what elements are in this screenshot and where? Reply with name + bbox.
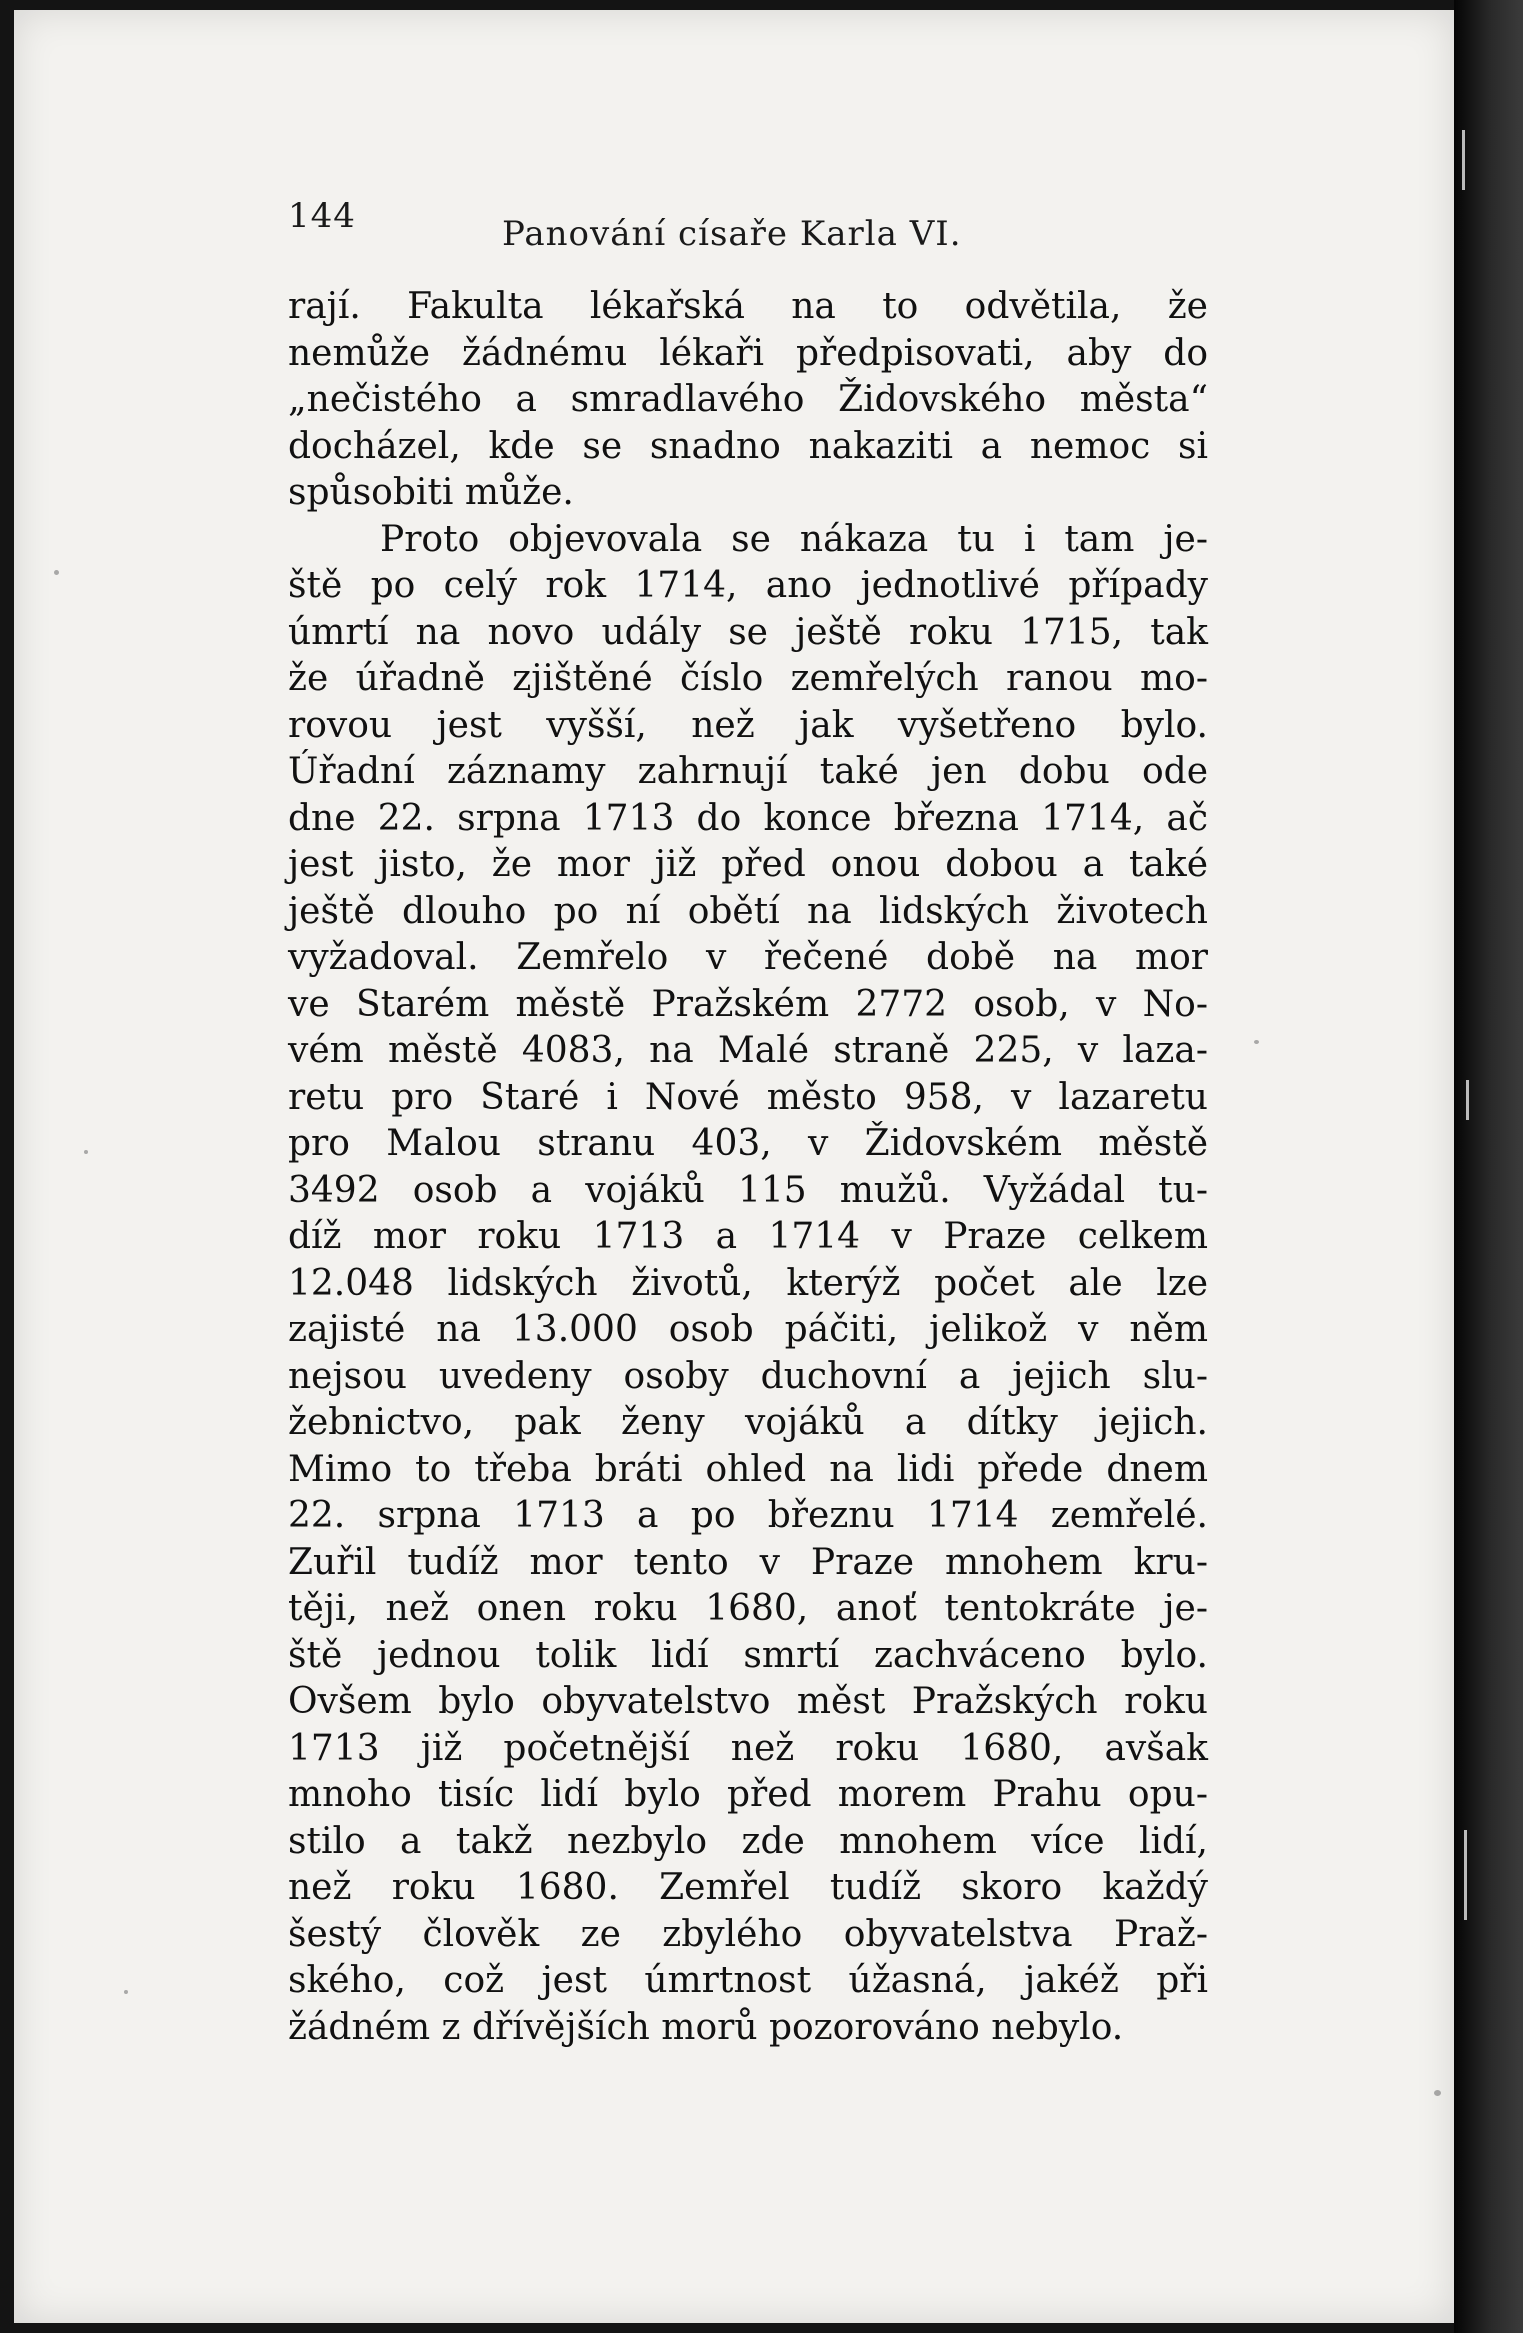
- text-line: rovou jest vyšší, než jak vyšetřeno bylo.: [288, 704, 1208, 746]
- text-line: vém městě 4083, na Malé straně 225, v laza-: [288, 1030, 1208, 1071]
- text-line: mnoho tisíc lidí bylo před morem Prahu opu-: [288, 1774, 1208, 1815]
- text-line: pro Malou stranu 403, v Židovském městě: [288, 1123, 1208, 1164]
- spine-mark: [1462, 130, 1465, 190]
- text-line: nemůže žádnému lékaři předpisovati, aby do: [288, 332, 1208, 374]
- text-line: dne 22. srpna 1713 do konce března 1714, ač: [288, 797, 1208, 839]
- text-line: 1713 již početnější než roku 1680, avšak: [288, 1727, 1208, 1769]
- text-line: ště jednou tolik lidí smrtí zachváceno bylo.: [288, 1634, 1208, 1676]
- text-line: ve Starém městě Pražském 2772 osob, v No-: [288, 983, 1208, 1025]
- text-line: díž mor roku 1713 a 1714 v Praze celkem: [288, 1216, 1208, 1257]
- dust-speck: [84, 1150, 88, 1154]
- text-line: že úřadně zjištěné číslo zemřelých ranou mo-: [288, 658, 1208, 699]
- text-line: „nečistého a smradlavého Židovského města“: [288, 379, 1208, 420]
- text-line: jest jisto, že mor již před onou dobou a také: [288, 844, 1208, 885]
- text-line: 12.048 lidských životů, kterýž počet ale lze: [288, 1262, 1208, 1304]
- text-line: ještě dlouho po ní obětí na lidských životech: [288, 890, 1208, 932]
- text-line: zajisté na 13.000 osob páčiti, jelikož v něm: [288, 1309, 1208, 1350]
- text-line: 22. srpna 1713 a po březnu 1714 zemřelé.: [288, 1495, 1208, 1536]
- text-line: vyžadoval. Zemřelo v řečené době na mor: [288, 937, 1208, 978]
- text-line: Zuřil tudíž mor tento v Praze mnohem kru-: [288, 1541, 1208, 1583]
- text-line: 3492 osob a vojáků 115 mužů. Vyžádal tu-: [288, 1169, 1208, 1211]
- dust-speck: [1254, 1040, 1259, 1044]
- text-line: žebnictvo, pak ženy vojáků a dítky jejich.: [288, 1402, 1208, 1443]
- text-line: retu pro Staré i Nové město 958, v lazaretu: [288, 1076, 1208, 1118]
- text-line: ště po celý rok 1714, ano jednotlivé případy: [288, 565, 1208, 606]
- text-line: ského, což jest úmrtnost úžasná, jakéž při: [288, 1960, 1208, 2001]
- text-line: spůsobiti může.: [288, 472, 574, 513]
- text-line: nejsou uvedeny osoby duchovní a jejich slu-: [288, 1355, 1208, 1397]
- text-line: rají. Fakulta lékařská na to odvětila, že: [288, 286, 1208, 327]
- spine-mark: [1466, 1080, 1469, 1120]
- text-line: Úřadní záznamy zahrnují také jen dobu ode: [288, 751, 1208, 792]
- text-line: Mimo to třeba bráti ohled na lidi přede dnem: [288, 1448, 1208, 1490]
- text-line: Proto objevovala se nákaza tu i tam je-: [380, 518, 1208, 560]
- text-line: Ovšem bylo obyvatelstvo měst Pražských roku: [288, 1681, 1208, 1722]
- dust-speck: [124, 1990, 128, 1994]
- page-body-text: [288, 284, 1208, 2051]
- text-line: docházel, kde se snadno nakaziti a nemoc si: [288, 425, 1208, 467]
- text-line: stilo a takž nezbylo zde mnohem více lidí,: [288, 1820, 1208, 1862]
- text-line: žádném z dřívějších morů pozorováno nebylo.: [288, 2006, 1124, 2048]
- book-spine-shadow: [1454, 0, 1523, 2333]
- dust-speck: [1434, 2090, 1441, 2096]
- text-line: než roku 1680. Zemřel tudíž skoro každý: [288, 1867, 1208, 1908]
- text-line: šestý člověk ze zbylého obyvatelstva Praž-: [288, 1913, 1208, 1955]
- spine-mark: [1464, 1830, 1467, 1920]
- dust-speck: [54, 570, 59, 575]
- page-number: 144: [288, 196, 356, 236]
- text-line: těji, než onen roku 1680, anoť tentokráte je-: [288, 1588, 1208, 1629]
- running-title: Panování císaře Karla VI.: [502, 214, 962, 254]
- text-line: úmrtí na novo udály se ještě roku 1715, tak: [288, 611, 1208, 653]
